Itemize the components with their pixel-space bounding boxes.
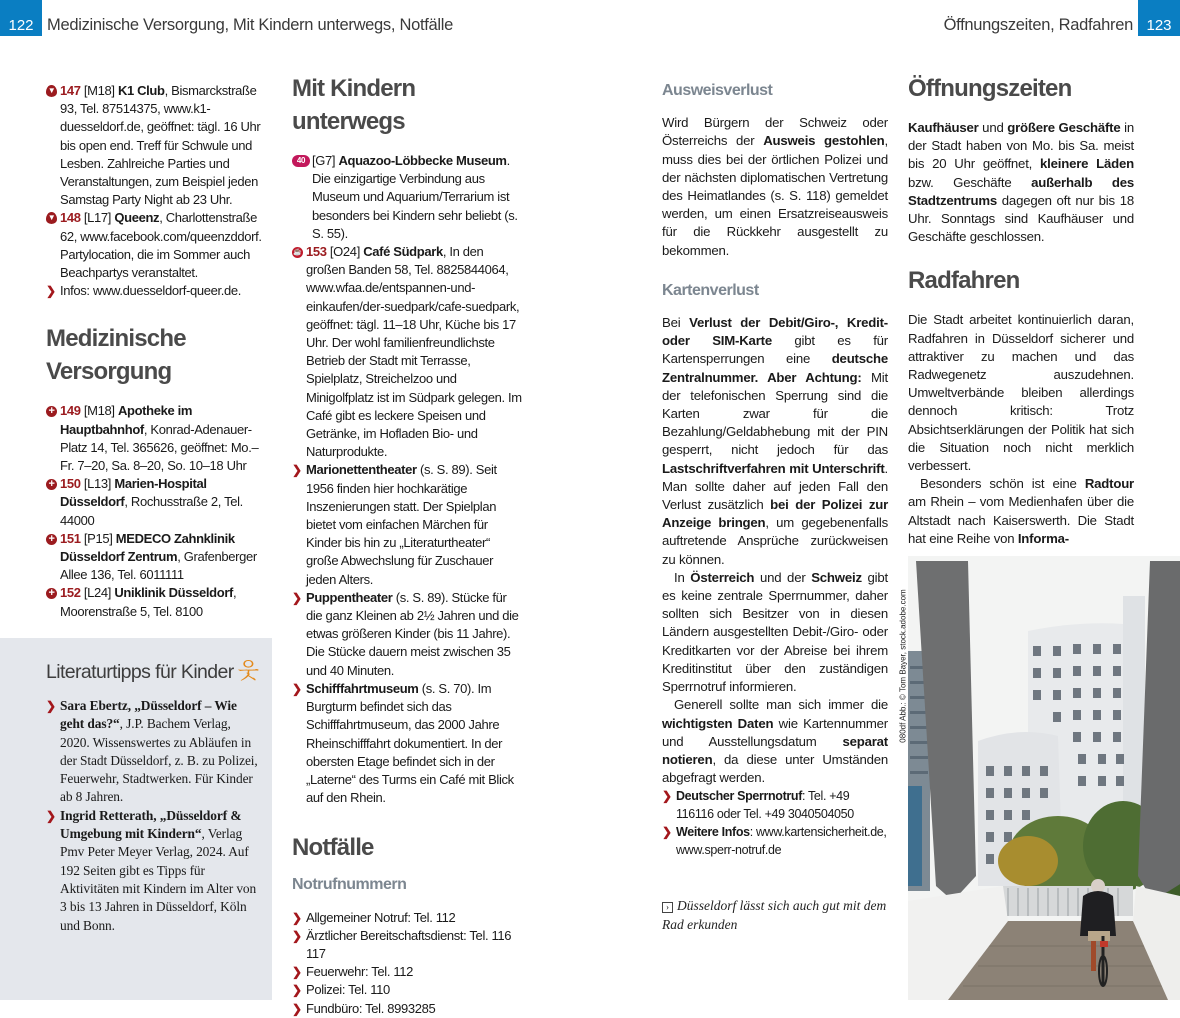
list-item: ❯ Ingrid Retterath, „Düsseldorf & Umgebung mit Kindern“, Verlag Pmv Peter Meyer Verlag, 2024. Auf 192 Seiten gibt es Tipps für Aktivitäten mit Kindern im Alter von 3 bis 13 Jahren in Düsseldorf, Köln und Bonn. [46, 807, 257, 933]
list-item: ❯ Schifffahrtmuseum (s. S. 70). Im Burgturm befindet sich das Schifffahrtmuseum, das 2000 Jahre Rheinschifffahrt dokumentiert. In der obersten Etage befindet sich in der „Laterne“ des Turms ein Café mit Blick auf den Rhein. [292, 680, 514, 806]
list-item: ❯ Ärztlicher Bereitschaftsdienst: Tel. 116 117 [292, 927, 512, 961]
paragraph-cycling-1: Die Stadt arbeitet kontinuierlich daran, Radfahren in Düsseldorf sicherer und attraktiver zu machen und das Radwegenetz auszudehnen. Umweltverbände bleiben allerdings dennoch kritisch: Trotz Absichtserklärungen der Politik hat sich die Situation noch nicht merklich verbessert. [908, 312, 1134, 474]
list-item: ▼ 148 [L17] Queenz, Charlottenstraße 62, www.facebook.com/queenzddorf. Partylocation, die im Sommer auch Beachpartys veranstaltet. [47, 210, 262, 281]
list-item: ▼ 147 [M18] K1 Club, Bismarckstraße 93, Tel. 87514375, www.k1-duesseldorf.de, geöffnet: tägl. 16 Uhr bis open end. Treff für Schwule und Lesben. Zahlreiche Parties und Veranstaltungen, zum Beispiel jeden Samstag Party Night ab 23 Uhr. [47, 83, 261, 208]
section-heading-emergencies: Notfälle [292, 834, 374, 862]
map-grid-ref[interactable]: [P15] [83, 530, 113, 546]
list-item: + 150 [L13] Marien-Hospital Düsseldorf, Rochusstraße 2, Tel. 44000 [46, 475, 271, 530]
subheading-card-loss: Kartenverlust [662, 281, 759, 299]
literature-list [46, 697, 260, 935]
chevron-right-icon: ❯ [46, 284, 56, 299]
chevron-right-icon: ❯ [662, 825, 672, 840]
page-number-right: 123 [1138, 0, 1180, 36]
map-grid-ref[interactable]: [L13] [83, 476, 112, 492]
medical-plus-icon: + [46, 406, 57, 417]
paragraph-opening-hours: Kaufhäuser und größere Geschäfte in der Stadt haben von Mo. bis Sa. meist bis 20 Uhr geöffnet, kleinere Läden bzw. Geschäfte außerhalb des Stadtzentrums dagegen oft nur bis 18 Uhr. Sonntags sind Kaufhäuser und Geschäfte geschlossen. [908, 120, 1135, 245]
nightlife-pin-icon: ▼ [47, 86, 56, 95]
column-2 [292, 72, 524, 1018]
info-link-item: ❯ Infos: www.duesseldorf-queer.de. [46, 282, 271, 300]
column-1 [46, 82, 271, 621]
list-item: ❯ Feuerwehr: Tel. 112 [292, 963, 524, 981]
chevron-right-icon: ❯ [46, 808, 56, 823]
list-item: + 149 [M18] Apotheke im Hauptbahnhof, Konrad-Adenauer-Platz 14, Tel. 365626, geöffnet: Mo.–Fr. 7–20, Sa. 8–20, So. 10–18 Uhr [46, 402, 271, 475]
list-item: ❯ Fundbüro: Tel. 8993285 [292, 1000, 524, 1018]
paragraph-id-loss: Wird Bürgern der Schweiz oder Österreichs der Ausweis gestohlen, muss dies bei der örtlichen Polizei und der nächsten diplomatischen Vertretung des Heimatlandes (s. S. 118) gemeldet werden, um einen Ersatzreiseausweis für die Rückkehr ausgestellt zu bekommen. [662, 115, 888, 258]
running-head-left: Medizinische Versorgung, Mit Kindern unterwegs, Notfälle [47, 16, 453, 34]
chevron-right-icon: ❯ [292, 681, 302, 696]
paragraph-card-loss-3: Generell sollte man sich immer die wichtigsten Daten wie Kartennummer und Ausstellungsdatum separat notieren, da diese unter Umständen abgefragt werden. [662, 697, 888, 786]
chevron-right-icon: ❯ [292, 983, 302, 998]
list-item: ❯ Marionettentheater (s. S. 89). Seit 1956 finden hier hochkarätige Inszenierungen statt. Der Spielplan bietet vom einfachen Märchen für Kinder bis hin zu „Literaturtheater“ große Abwechslung für Zuschauer jeden Alters. [292, 462, 497, 587]
subheading-emergency-numbers: Notrufnummern [292, 876, 407, 894]
list-item: ❯ Weitere Infos: www.kartensicherheit.de, www.sperr-notruf.de [662, 825, 887, 858]
map-grid-ref[interactable]: [L24] [83, 585, 112, 601]
section-heading-opening-hours: Öffnungszeiten [908, 75, 1072, 102]
photo-credit: 080df Abb.: © Tom Bayer, stock.adobe.com [898, 589, 908, 743]
bridge-photo-illustration [908, 556, 1180, 1000]
photo-caption: › Düsseldorf lässt sich auch gut mit dem Rad erkunden [662, 898, 887, 932]
caption-arrow-icon: › [662, 902, 673, 913]
paragraph-card-loss-1: Bei Verlust der Debit/Giro-, Kredit- oder SIM-Karte gibt es für Kartensperrungen eine deutsche Zentralnummer. Aber Achtung: Mit der telefonischen Sperrung sind die Karten zwar für die Bezahlung/Geldabhebung mit der PIN gesperrt, nicht jedoch für das Lastschriftverfahren mit Unterschrift. Man sollte daher auf jeden Fall den Verlust zusätzlich bei der Polizei zur Anzeige bringen, um gegebenenfalls auftretende Ansprüche zurückweisen zu können. [662, 315, 888, 567]
chevron-right-icon: ❯ [46, 699, 56, 713]
chevron-right-icon: ❯ [292, 590, 302, 605]
nightlife-pin-icon: ▼ [47, 213, 56, 223]
sight-number-badge: 40 [292, 155, 310, 167]
list-item: ☕ 153 [O24] Café Südpark, In den großen Banden 58, Tel. 8825844064, www.wfaa.de/entspannen-und-einkaufen/der-suedpark/cafe-suedpark, geöffnet: tägl. 11–18 Uhr, Küche bis 17 Uhr. Der wohl familienfreundlichste Betrieb der Stadt mit Terrasse, Spielplatz, Streichelzoo und Minigolfplatz ist im Südpark gelegen. Im Café gibt es leckere Speisen und Getränke, im Hofladen Bio- und Naturprodukte. [293, 244, 522, 460]
section-heading-medical: Medizinische Versorgung [46, 325, 186, 386]
list-item: ❯ Puppentheater (s. S. 89). Stücke für die ganz Kleinen ab 2½ Jahren und die etwas größeren Kinder (bis 11 Jahre). Die Stücke dauern meist zwischen 35 und 40 Minuten. [292, 589, 519, 678]
list-item: ❯ Polizei: Tel. 110 [292, 981, 524, 999]
cycling-photo [908, 556, 1180, 1000]
list-item: + 152 [L24] Uniklinik Düsseldorf, Moorenstraße 5, Tel. 8100 [46, 584, 271, 620]
section-heading-cycling: Radfahren [908, 267, 1020, 295]
chevron-right-icon: ❯ [292, 910, 302, 925]
medical-plus-icon: + [46, 479, 57, 490]
map-grid-ref[interactable]: [M18] [83, 403, 115, 419]
paragraph-card-loss-2: In Österreich und der Schweiz gibt es keine zentrale Sperrnummer, daher sollten sich Besitzer von in diesen Ländern ausgestellten Debit-/Giro- oder Kreditkarten vor der Abreise bei ihrem Kreditinstitut über den zuständigen Sperrnotruf informieren. [662, 569, 888, 695]
map-grid-ref[interactable]: [L17] [83, 210, 112, 226]
chevron-right-icon: ❯ [292, 1001, 302, 1016]
map-grid-ref[interactable]: [O24] [329, 244, 360, 260]
chevron-right-icon: ❯ [292, 463, 302, 478]
paragraph-cycling-2: Besonders schön ist eine Radtour am Rhein – vom Medienhafen über die Altstadt nach Kaiserswerth. Die Stadt hat eine Reihe von Informa- [908, 476, 1134, 546]
column-3 [662, 82, 888, 859]
map-grid-ref[interactable]: [G7] [312, 153, 336, 168]
running-head-right: Öffnungszeiten, Radfahren [943, 16, 1133, 34]
page-number-left: 122 [0, 0, 42, 36]
subheading-id-loss: Ausweisverlust [662, 82, 773, 99]
chevron-right-icon: ❯ [292, 965, 302, 980]
column-4 [908, 72, 1134, 548]
medical-plus-icon: + [46, 588, 57, 599]
list-item: ❯ Deutscher Sperrnotruf: Tel. +49 116116 oder Tel. +49 3040504050 [662, 789, 854, 822]
list-item: 40 [G7] Aquazoo-Löbbecke Museum. Die einzigartige Verbindung aus Museum und Aquarium/Terrarium ist besonders bei Kindern sehr beliebt (s. S. 55). [292, 152, 524, 243]
list-item: + 151 [P15] MEDECO Zahnklinik Düsseldorf Zentrum, Grafenberger Allee 136, Tel. 6011111 [46, 530, 271, 585]
cafe-icon: ☕ [293, 249, 302, 257]
list-item: ❯ Sara Ebertz, „Düsseldorf – Wie geht das?“, J.P. Bachem Verlag, 2020. Wissenswertes zu Abläufen in der Stadt Düsseldorf, z. B. zu Polizei, Feuerwehr, Stadtwerken. Für Kinder ab 8 Jahren. [46, 698, 258, 805]
info-links[interactable]: : www.kartensicherheit.de, www.sperr-notruf.de [676, 825, 887, 858]
literature-box-title: Literaturtipps für Kinder 웃 [46, 658, 259, 683]
section-heading-kids: Mit Kindern unterwegs [292, 75, 416, 135]
list-item: ❯ Allgemeiner Notruf: Tel. 112 [292, 909, 524, 927]
medical-plus-icon: + [46, 534, 57, 545]
map-grid-ref[interactable]: [M18] [83, 83, 115, 98]
chevron-right-icon: ❯ [662, 789, 672, 804]
child-icon: 웃 [237, 658, 259, 683]
chevron-right-icon: ❯ [292, 928, 302, 943]
